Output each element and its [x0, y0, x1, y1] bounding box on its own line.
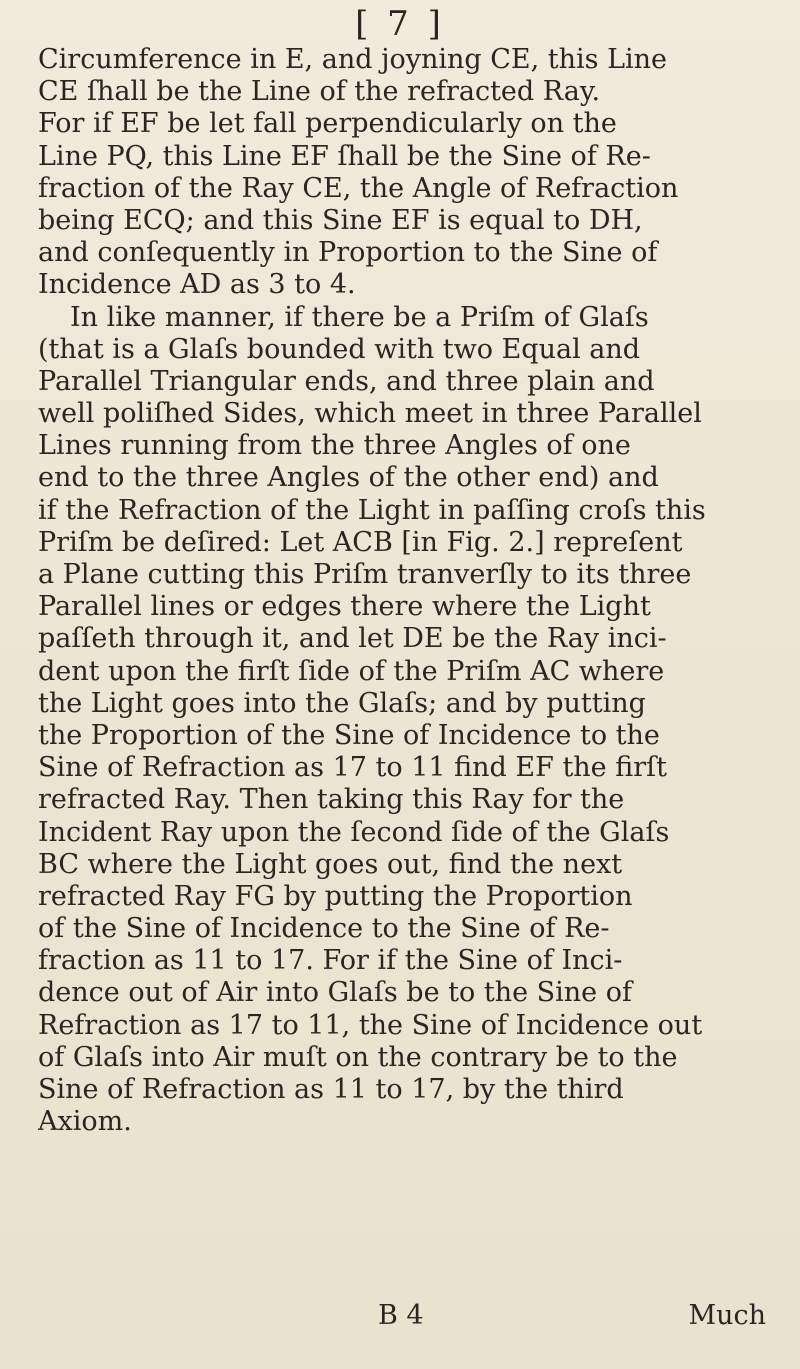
text-line: (that is a Glaſs bounded with two Equal and [38, 333, 641, 365]
text-line: Incident Ray upon the ſecond ſide of the Glaſs [38, 816, 670, 848]
text-line: a Plane cutting this Priſm tranverſly to its three [38, 559, 692, 590]
text-line: of Glaſs into Air muſt on the contrary be to the [38, 1041, 678, 1073]
signature-mark: B 4 [378, 1300, 424, 1331]
body-text [38, 44, 778, 1138]
text-line: paſſeth through it, and let DE be the Ray inci- [38, 623, 667, 655]
text-line: being ECQ; and this Sine EF is equal to DH, [38, 204, 643, 236]
text-line: refracted Ray FG by putting the Proportion [38, 880, 633, 912]
text-line: Circumference in E, and joyning CE, this Line [38, 44, 668, 75]
text-line: Incidence AD as 3 to 4. [38, 269, 356, 301]
text-line: and conſequently in Proportion to the Sine of [38, 237, 658, 269]
text-line: refracted Ray. Then taking this Ray for the [38, 784, 625, 816]
text-line: Line PQ, this Line EF ſhall be the Sine of Re- [38, 140, 651, 172]
text-line: dent upon the firſt ſide of the Priſm AC where [38, 655, 665, 687]
page-footer [0, 1298, 800, 1334]
text-line: Refraction as 17 to 11, the Sine of Incidence out [38, 1009, 703, 1041]
catchword: Much [688, 1300, 766, 1331]
text-line: dence out of Air into Glaſs be to the Sine of [38, 977, 632, 1009]
text-line: Sine of Refraction as 17 to 11 find EF the firſt [38, 752, 668, 784]
text-line: if the Refraction of the Light in paſſing croſs this [38, 494, 706, 526]
text-line: Lines running from the three Angles of one [38, 430, 631, 462]
text-line: well poliſhed Sides, which meet in three Parallel [38, 398, 702, 430]
text-line: end to the three Angles of the other end) and [38, 462, 659, 494]
text-line: Priſm be deſired: Let ACB [in Fig. 2.] repreſent [38, 526, 683, 558]
text-line: For if EF be let fall perpendicularly on the [38, 108, 617, 140]
text-line: Sine of Refraction as 11 to 17, by the third [38, 1074, 624, 1105]
text-line: BC where the Light goes out, find the next [38, 848, 623, 880]
text-line: the Proportion of the Sine of Incidence to the [38, 719, 660, 751]
text-line: of the Sine of Incidence to the Sine of Re- [38, 913, 610, 945]
text-line: Axiom. [38, 1106, 132, 1138]
text-line: fraction as 11 to 17. For if the Sine of Inci- [38, 945, 623, 977]
text-line: Parallel lines or edges there where the Light [38, 591, 651, 623]
text-line: fraction of the Ray CE, the Angle of Refraction [38, 172, 679, 204]
text-line: the Light goes into the Glaſs; and by putting [38, 687, 646, 719]
text-line: Parallel Triangular ends, and three plain and [38, 365, 655, 397]
page-number: [ 7 ] [355, 4, 445, 44]
paragraph-start-line: In like manner, if there be a Priſm of Glaſs [70, 301, 649, 333]
text-line: CE ſhall be the Line of the refracted Ray. [38, 76, 601, 108]
